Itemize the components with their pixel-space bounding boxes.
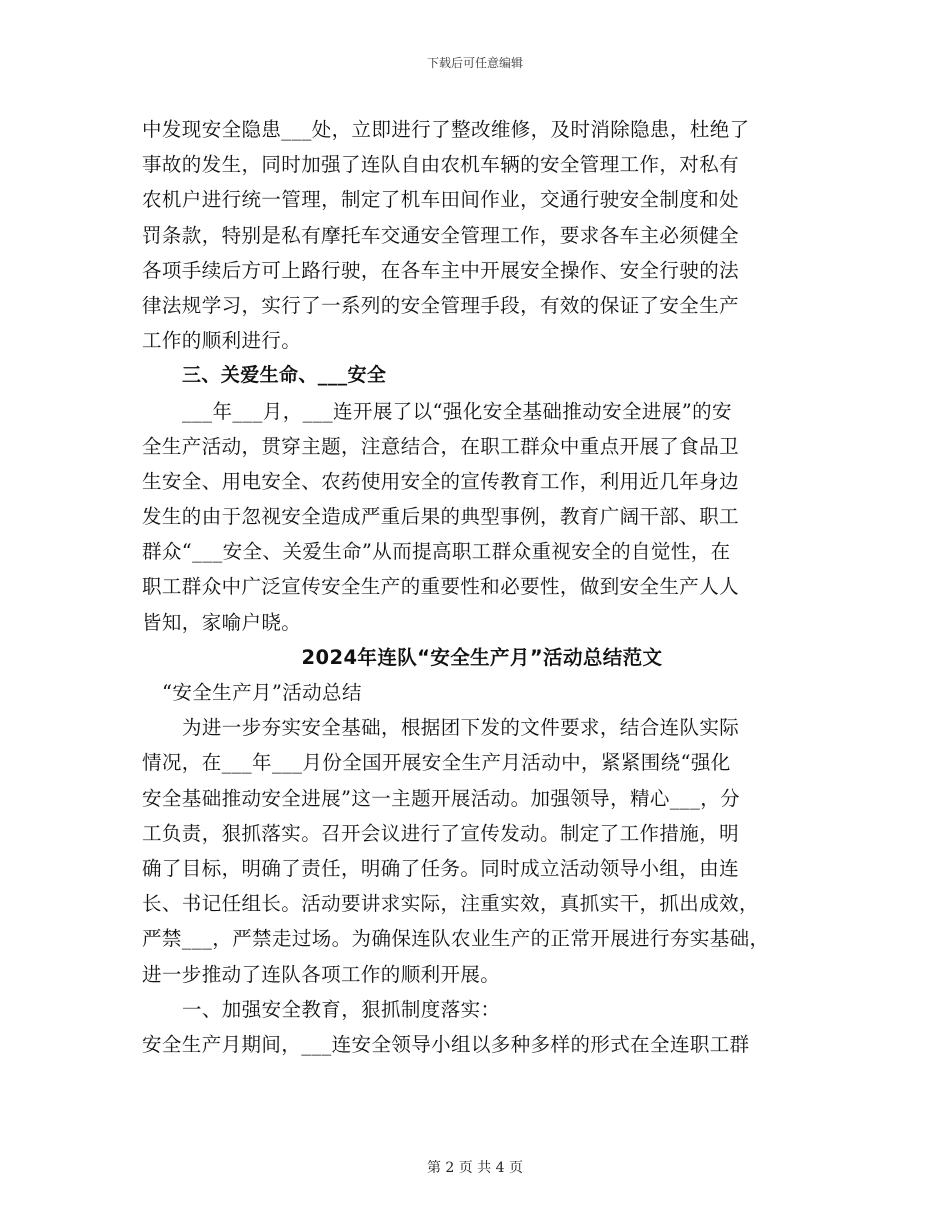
paragraph-line: 安全基础推动安全进展”这一主题开展活动。加强领导，精心___，分 <box>142 786 741 810</box>
paragraph-line: 情况，在___年___月份全国开展安全生产月活动中，紧紧围绕“强化 <box>142 751 731 775</box>
section-heading: 三、关爱生命、___安全 <box>182 364 387 387</box>
paragraph-line: 罚条款，特别是私有摩托车交通安全管理工作，要求各车主必须健全 <box>142 223 740 247</box>
paragraph-line: 职工群众中广泛宣传安全生产的重要性和必要性，做到安全生产人人 <box>142 575 740 599</box>
document-title: 2024年连队“安全生产月”活动总结范文 <box>301 645 663 669</box>
paragraph-line: 工负责，狠抓落实。召开会议进行了宣传发动。制定了工作措施，明 <box>142 821 740 845</box>
paragraph-line: 为进一步夯实安全基础，根据团下发的文件要求，结合连队实际 <box>182 716 740 740</box>
paragraph-line: 工作的顺利进行。 <box>142 329 302 353</box>
paragraph-line: 发生的由于忽视安全造成严重后果的典型事例，教育广阔干部、职工 <box>142 505 740 529</box>
paragraph-line: 农机户进行统一管理，制定了机车田间作业，交通行驶安全制度和处 <box>142 188 740 212</box>
paragraph-line: 群众“___安全、关爱生命”从而提高职工群众重视安全的自觉性，在 <box>142 540 731 564</box>
paragraph-line: 事故的发生，同时加强了连队自由农机车辆的安全管理工作，对私有 <box>142 153 740 177</box>
paragraph-line: 各项手续后方可上路行驶，在各车主中开展安全操作、安全行驶的法 <box>142 258 740 282</box>
paragraph-line: 全生产活动，贯穿主题，注意结合，在职工群众中重点开展了食品卫 <box>142 434 740 458</box>
paragraph-line: ___年___月，___连开展了以“强化安全基础推动安全进展”的安 <box>182 399 732 423</box>
subtitle: “安全生产月”活动总结 <box>162 681 362 704</box>
paragraph-line: 严禁___，严禁走过场。为确保连队农业生产的正常开展进行夯实基础， <box>142 927 770 951</box>
document-body <box>142 112 822 1062</box>
paragraph-line: 律法规学习，实行了一系列的安全管理手段，有效的保证了安全生产 <box>142 293 740 317</box>
paragraph-line: 确了目标，明确了责任，明确了任务。同时成立活动领导小组，由连 <box>142 856 740 880</box>
page-number: 第 2 页 共 4 页 <box>426 1160 524 1176</box>
page-header-note: 下载后可任意编辑 <box>426 56 523 70</box>
paragraph-line: 皆知，家喻户晓。 <box>142 610 302 634</box>
paragraph-line: 进一步推动了连队各项工作的顺利开展。 <box>142 962 501 986</box>
paragraph-line: 生安全、用电安全、农药使用安全的宣传教育工作，利用近几年身边 <box>142 469 740 493</box>
paragraph-line: 安全生产月期间，___连安全领导小组以多种多样的形式在全连职工群 <box>142 1032 750 1056</box>
section-heading: 一、加强安全教育，狠抓制度落实： <box>182 997 501 1021</box>
paragraph-line: 中发现安全隐患___处，立即进行了整改维修，及时消除隐患，杜绝了 <box>142 118 750 141</box>
paragraph-line: 长、书记任组长。活动要讲求实际，注重实效，真抓实干，抓出成效， <box>142 892 759 916</box>
